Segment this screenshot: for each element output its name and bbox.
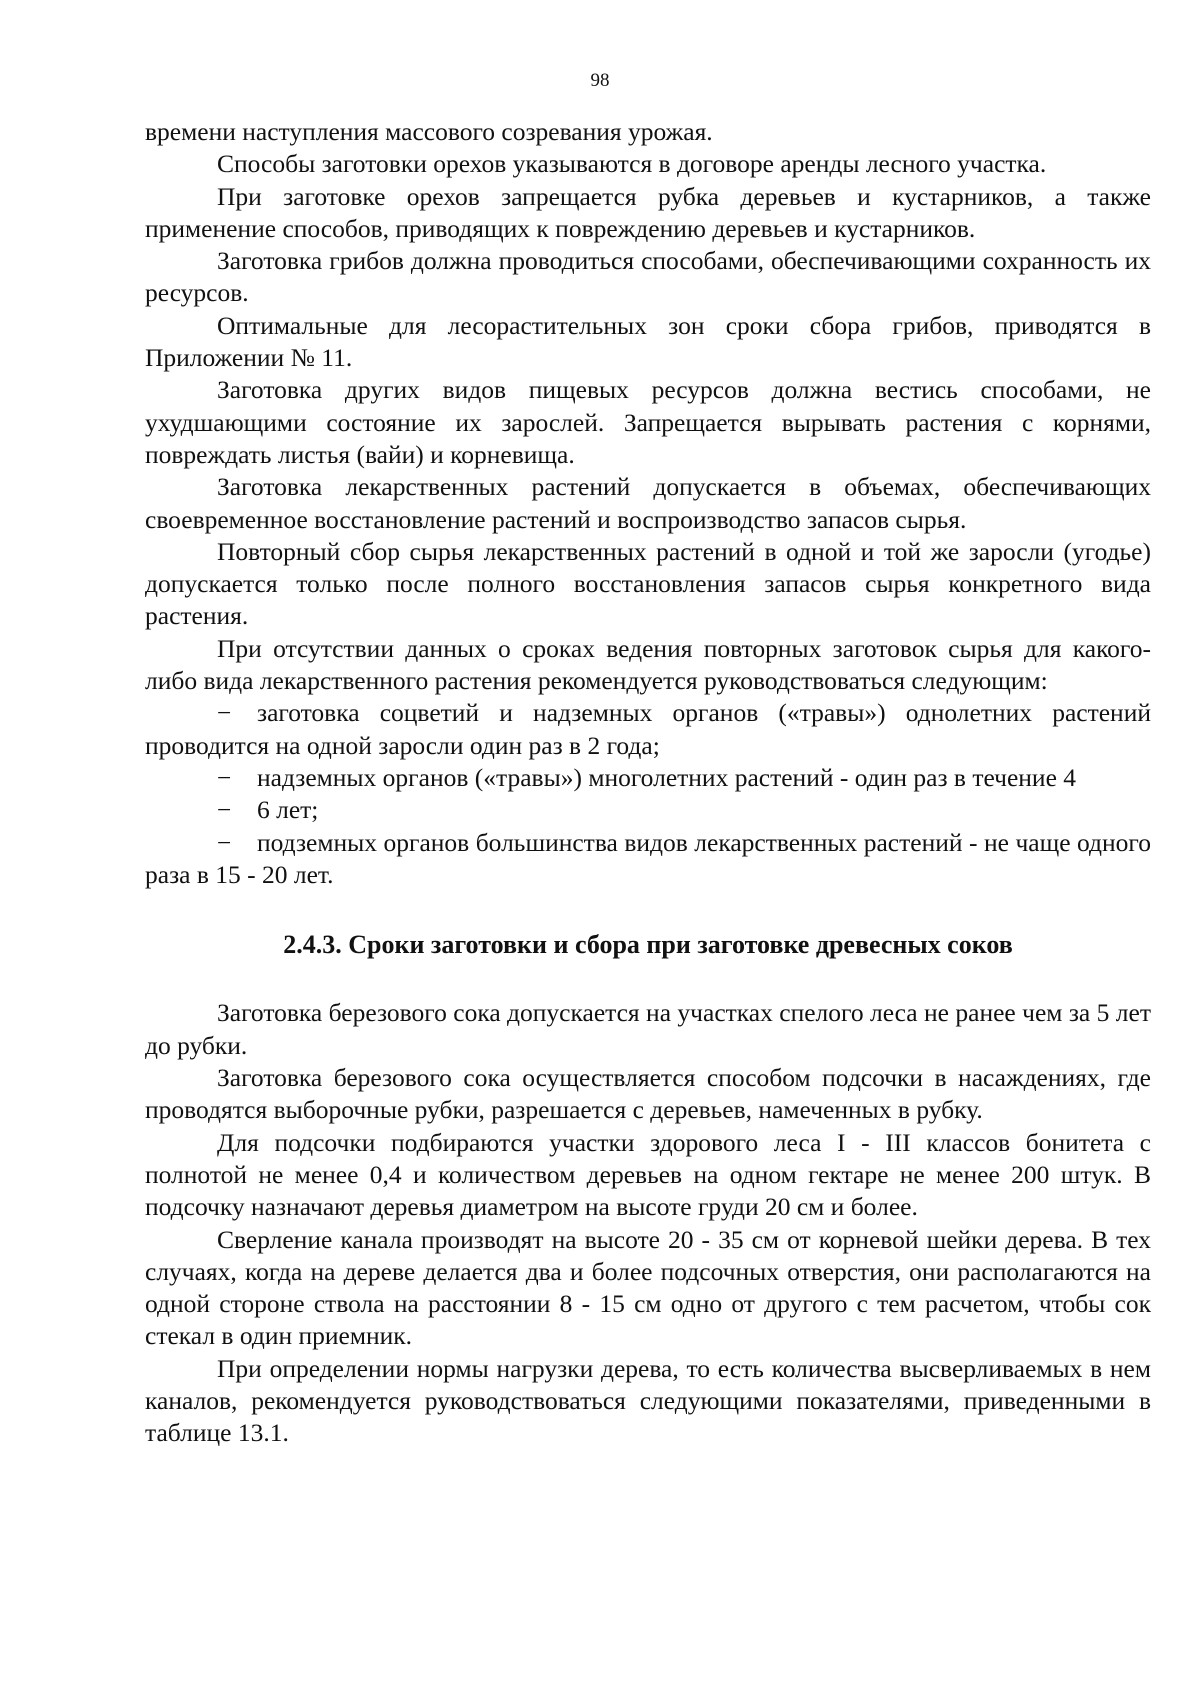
paragraph: При отсутствии данных о сроках ведения повторных заготовок сырья для какого-либо вида лекарственного растения рекомендуется руководствоваться следующим:	[145, 633, 1151, 696]
list-dash: −	[217, 827, 232, 857]
paragraph: Заготовка других видов пищевых ресурсов должна вестись способами, не ухудшающими состояние их зарослей. Запрещается вырывать растения с корнями, повреждать листья (вайи) и корневища.	[145, 375, 1151, 469]
paragraph: Сверление канала производят на высоте 20 - 35 см от корневой шейки дерева. В тех случаях, когда на дереве делается два и более подсочных отверстия, они располагаются на одной стороне ствола на расстоянии 8 - 15 см одно от другого с тем расчетом, чтобы сок стекал в один приемник.	[145, 1224, 1151, 1351]
paragraph: времени наступления массового созревания урожая.	[145, 117, 713, 146]
paragraph: Повторный сбор сырья лекарственных растений в одной и той же заросли (угодье) допускается только после полного восстановления запасов сырья конкретного вида растения.	[145, 536, 1151, 631]
paragraph: При определении нормы нагрузки дерева, то есть количества высверливаемых в нем каналов, рекомендуется руководствоваться следующими показателями, приведенными в таблице 13.1.	[145, 1353, 1151, 1448]
paragraph: Для подсочки подбираются участки здорового леса I - III классов бонитета с полнотой не менее 0,4 и количеством деревьев на одном гектаре не менее 200 штук. В подсочку назначают деревья диаметром на высоте груди 20 см и более.	[145, 1127, 1151, 1222]
section-heading: 2.4.3. Сроки заготовки и сбора при заготовке древесных соков	[283, 930, 1013, 960]
list-item-text: подземных органов большинства видов лекарственных растений - не чаще одного раза в 15 - 20 лет.	[145, 827, 1151, 889]
list-item-text: надземных органов («травы») многолетних растений - один раз в течение 4	[257, 762, 1077, 792]
paragraph: При заготовке орехов запрещается рубка деревьев и кустарников, а также применение способов, приводящих к повреждению деревьев и кустарников.	[145, 181, 1151, 243]
list-item	[145, 794, 1151, 826]
list-dash: −	[217, 795, 232, 825]
list-item	[145, 827, 1151, 892]
list-item	[145, 697, 1151, 762]
list-dash: −	[217, 698, 232, 728]
list-dash: −	[217, 762, 232, 792]
list-item-text: 6 лет;	[257, 795, 319, 825]
paragraph: Заготовка березового сока осуществляется способом подсочки в насаждениях, где проводятся выборочные рубки, разрешается с деревьев, намеченных в рубку.	[145, 1063, 1151, 1125]
paragraph: Оптимальные для лесорастительных зон сроки сбора грибов, приводятся в Приложении № 11.	[145, 310, 1151, 373]
paragraph: Заготовка березового сока допускается на участках спелого леса не ранее чем за 5 лет до рубки.	[145, 998, 1151, 1060]
paragraph: Заготовка лекарственных растений допускается в объемах, обеспечивающих своевременное восстановление растений и воспроизводство запасов сырья.	[145, 472, 1151, 534]
paragraph: Заготовка грибов должна проводиться способами, обеспечивающими сохранность их ресурсов.	[145, 246, 1151, 308]
list-item	[145, 762, 1151, 794]
page-number: 98	[590, 70, 610, 91]
list-item-text: заготовка соцветий и надземных органов («травы») однолетних растений проводится на одной заросли один раз в 2 года;	[145, 698, 1151, 760]
paragraph: Способы заготовки орехов указываются в договоре аренды лесного участка.	[217, 149, 1047, 179]
document-body	[145, 116, 1151, 1450]
